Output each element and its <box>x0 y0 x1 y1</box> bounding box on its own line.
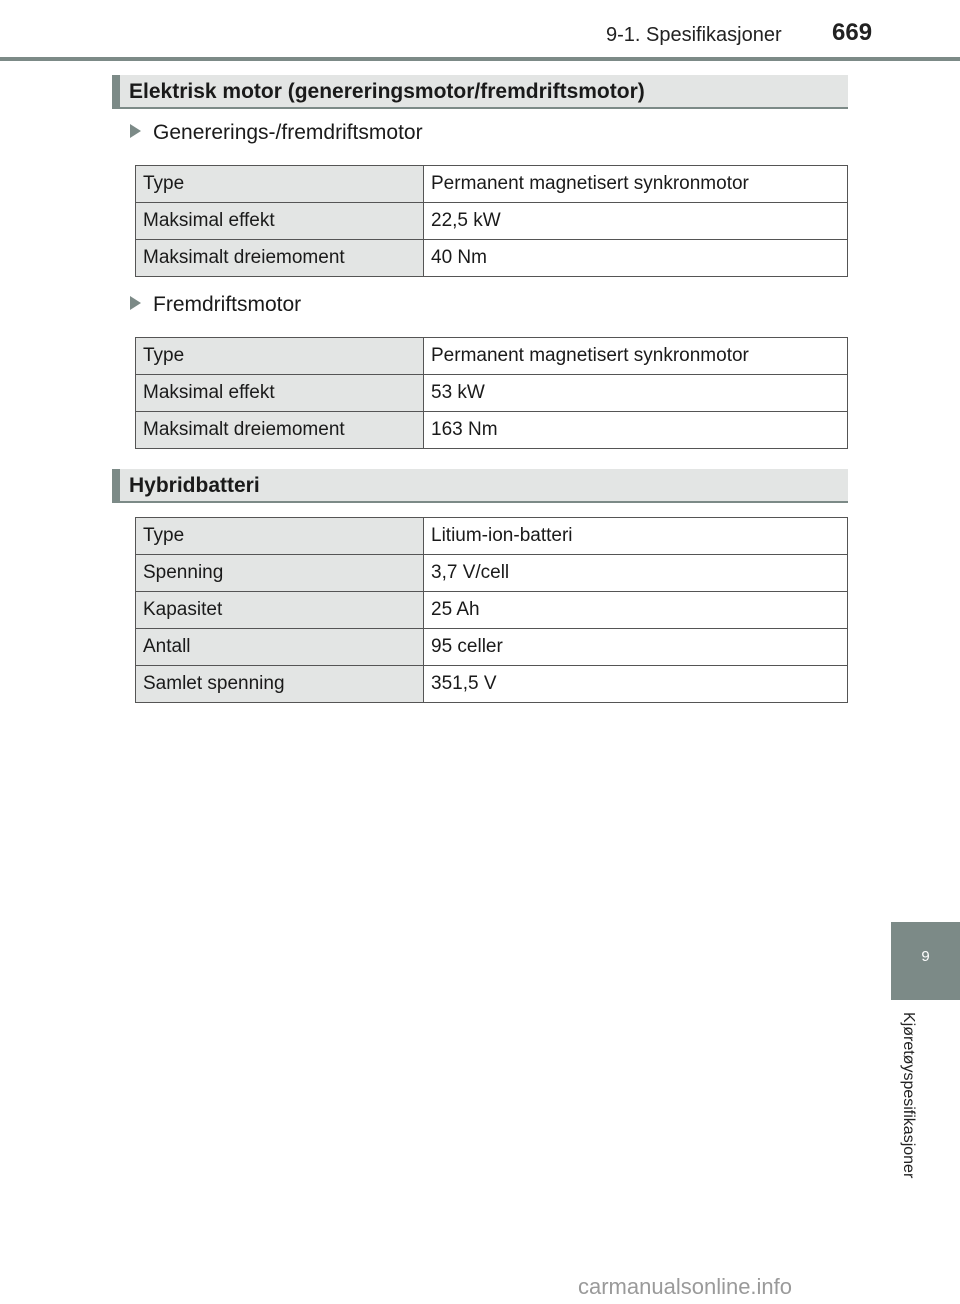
row-label: Type <box>136 166 424 203</box>
spec-table-generator-motor <box>135 165 848 277</box>
section-heading-hybrid-battery: Hybridbatteri <box>112 469 848 503</box>
row-label: Samlet spenning <box>136 666 424 703</box>
table-row <box>136 166 848 203</box>
row-label: Maksimal effekt <box>136 375 424 412</box>
row-value: 22,5 kW <box>424 203 848 240</box>
header-rule <box>0 57 960 61</box>
row-label: Maksimal effekt <box>136 203 424 240</box>
chapter-side-label: Kjøretøyspesifikasjoner <box>900 1012 917 1179</box>
row-label: Antall <box>136 629 424 666</box>
row-label: Type <box>136 518 424 555</box>
table-row <box>136 338 848 375</box>
row-label: Spenning <box>136 555 424 592</box>
row-value: Permanent magnetisert synkronmotor <box>424 338 848 375</box>
table-row <box>136 592 848 629</box>
row-label: Maksimalt dreiemoment <box>136 240 424 277</box>
row-value: Permanent magnetisert synkronmotor <box>424 166 848 203</box>
spec-table-traction-motor <box>135 337 848 449</box>
table-row <box>136 518 848 555</box>
row-label: Kapasitet <box>136 592 424 629</box>
row-value: 53 kW <box>424 375 848 412</box>
row-value: 163 Nm <box>424 412 848 449</box>
table-row <box>136 412 848 449</box>
page-number: 669 <box>832 19 873 46</box>
section-heading-electric-motor: Elektrisk motor (genereringsmotor/fremdriftsmotor) <box>112 75 848 109</box>
subsection-heading-generator-motor <box>130 121 423 145</box>
table-row <box>136 203 848 240</box>
subsection-label: Genererings-/fremdriftsmotor <box>153 121 423 144</box>
subsection-heading-traction-motor <box>130 293 301 317</box>
spec-table-hybrid-battery <box>135 517 848 703</box>
row-value: Litium-ion-batteri <box>424 518 848 555</box>
row-value: 351,5 V <box>424 666 848 703</box>
table-row <box>136 555 848 592</box>
table-row <box>136 240 848 277</box>
row-label: Maksimalt dreiemoment <box>136 412 424 449</box>
triangle-bullet-icon <box>130 124 141 138</box>
header-section-title: 9-1. Spesifikasjoner <box>606 24 782 46</box>
row-value: 95 celler <box>424 629 848 666</box>
row-value: 3,7 V/cell <box>424 555 848 592</box>
chapter-tab: 9 <box>891 922 960 1000</box>
subsection-label: Fremdriftsmotor <box>153 293 302 316</box>
row-value: 25 Ah <box>424 592 848 629</box>
watermark: carmanualsonline.info <box>578 1274 793 1299</box>
row-label: Type <box>136 338 424 375</box>
table-row <box>136 375 848 412</box>
table-row <box>136 666 848 703</box>
row-value: 40 Nm <box>424 240 848 277</box>
table-row <box>136 629 848 666</box>
triangle-bullet-icon <box>130 296 141 310</box>
